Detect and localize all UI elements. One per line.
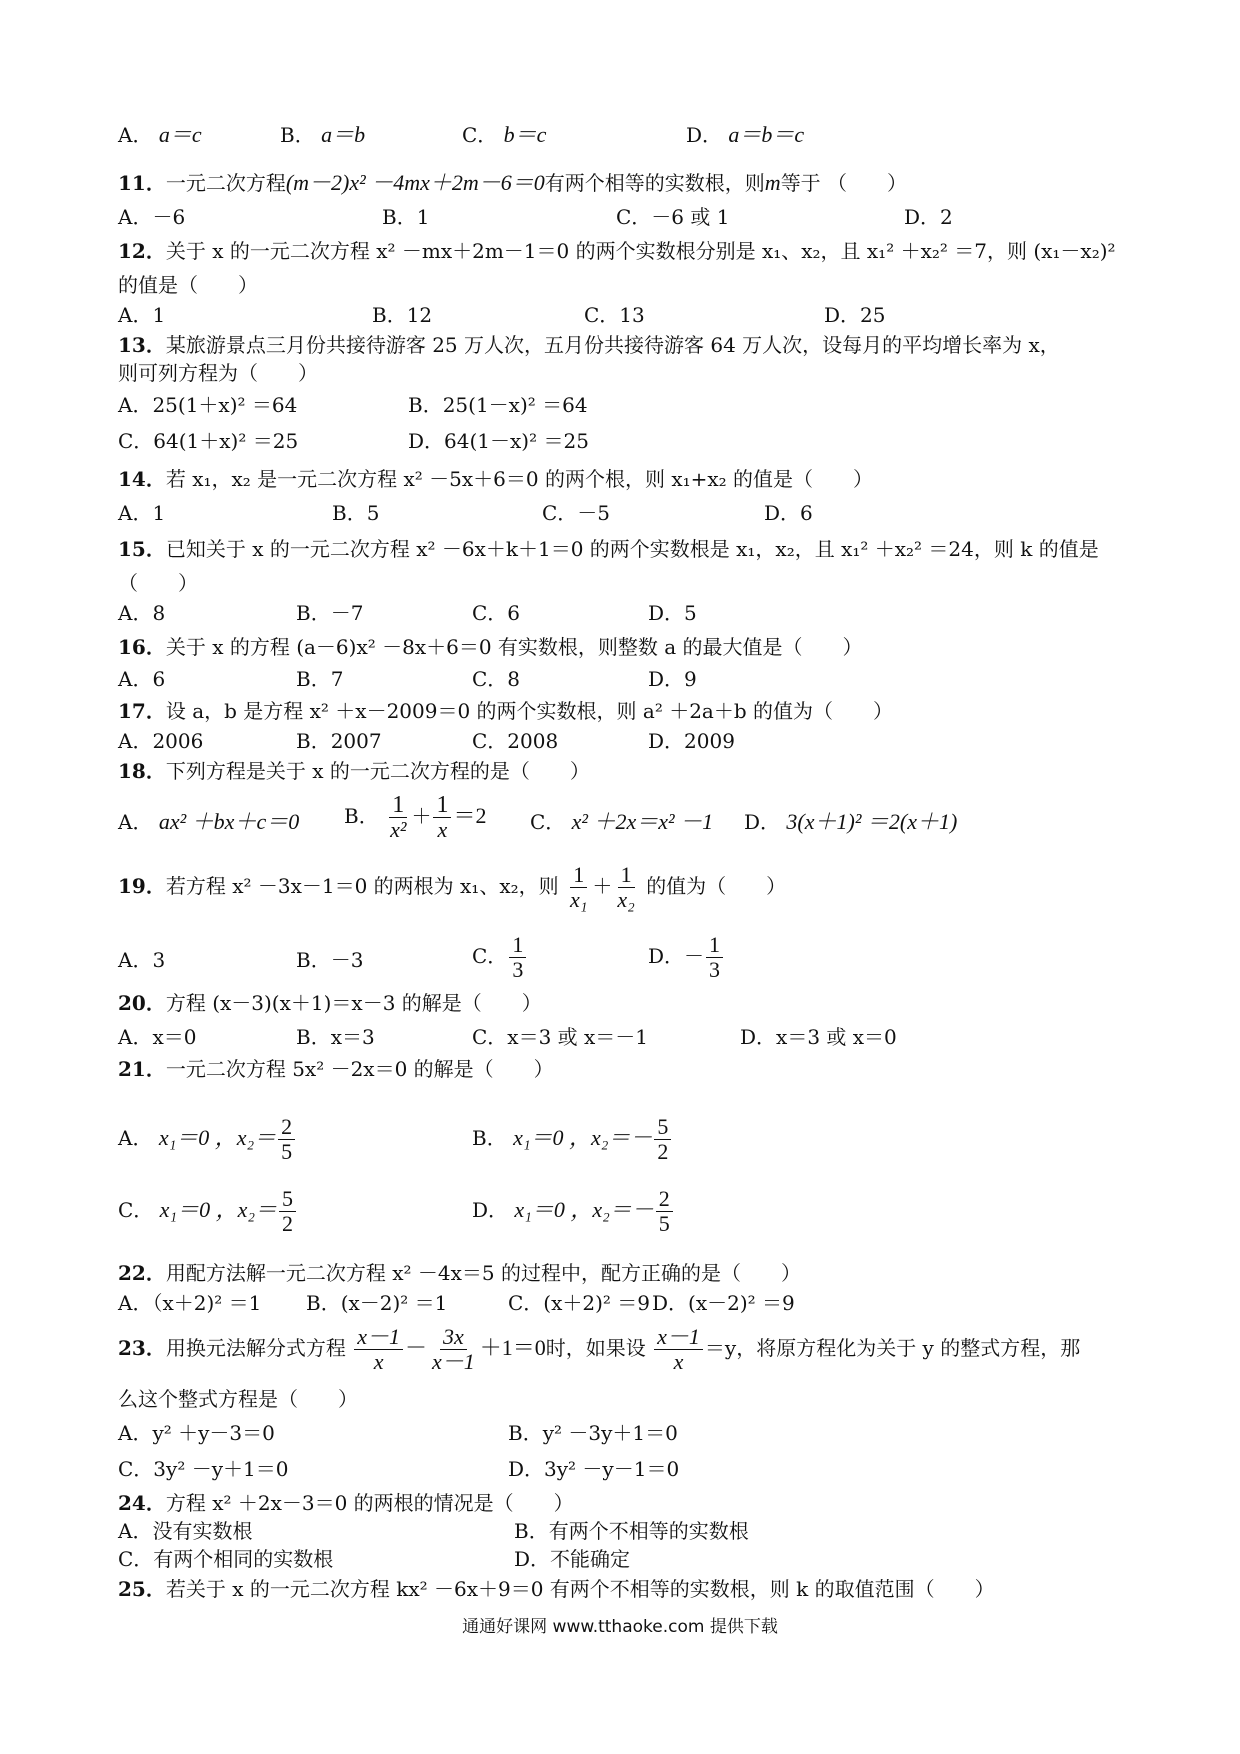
q23-option-d: D．3y² －y－1＝0: [508, 1457, 680, 1481]
q12-stem-cont: 的值是（ ）: [118, 273, 258, 297]
q15-option-b: B．－7: [296, 601, 364, 625]
q23-stem-cont: 么这个整式方程是（ ）: [118, 1387, 358, 1411]
q21-option-c: C． x₁＝0 ，x₂＝ $\frac{5}{2}$: [118, 1180, 298, 1240]
q18-option-c: C． x² ＋2x＝x² －1: [530, 809, 714, 834]
q21-option-b: B． x₁＝0 ，x₂＝－ $\frac{5}{2}$: [472, 1108, 673, 1168]
q10-option-d: D． a＝b＝c: [686, 122, 805, 147]
q18-stem: 18．下列方程是关于 x 的一元二次方程的是（ ）: [118, 759, 590, 783]
q14-option-d: D．6: [764, 501, 813, 525]
q19-fraction-2: $\frac{1}{\text{x₂}}$: [617, 862, 635, 912]
q21-option-d: D． x₁＝0 ，x₂＝－ $\frac{2}{5}$: [472, 1180, 675, 1240]
q11-option-d: D．2: [904, 205, 953, 229]
q23-fraction-1: $\frac{x-1}{x}$: [354, 1325, 403, 1374]
q17-option-a: A．2006: [118, 729, 204, 753]
q16-stem: 16．关于 x 的方程 (a－6)x² －8x＋6＝0 有实数根，则整数 a 的最大值是（ ）: [118, 635, 863, 659]
page-footer: 通通好课网 www.tthaoke.com 提供下载: [462, 1617, 778, 1637]
q16-option-a: A．6: [118, 667, 166, 691]
q17-option-b: B．2007: [296, 729, 382, 753]
q13-option-d: D．64(1－x)² ＝25: [408, 429, 589, 453]
q11-option-a: A．－6: [118, 205, 186, 229]
q10-option-c: C． b＝c: [462, 122, 547, 147]
q22-option-c: C．(x＋2)² ＝9: [508, 1291, 651, 1315]
q23-fraction-2: $\frac{3x}{x-1}$: [431, 1324, 475, 1374]
q19-c-fraction: $\frac{1}{3}$: [509, 933, 526, 982]
q24-option-a: A．没有实数根: [118, 1519, 253, 1543]
q13-option-b: B．25(1－x)² ＝64: [408, 393, 588, 417]
q12-option-c: C．13: [584, 303, 645, 327]
q14-stem: 14．若 x₁，x₂ 是一元二次方程 x² －5x＋6＝0 的两个根，则 x₁+x₂ 的值是（ ）: [118, 467, 874, 491]
q13-stem: 13．某旅游景点三月份共接待游客 25 万人次，五月份共接待游客 64 万人次，设每月的平均增长率为 x，: [118, 333, 1060, 357]
q15-stem-cont: （ ）: [118, 571, 198, 595]
q19-d-fraction: $\frac{1}{3}$: [706, 933, 723, 982]
q20-stem: 20．方程 (x－3)(x＋1)＝x－3 的解是（ ）: [118, 991, 542, 1015]
q10-option-b: B． a＝b: [280, 122, 366, 147]
q24-option-c: C．有两个相同的实数根: [118, 1547, 334, 1571]
q19-option-d: D．－ $\frac{1}{3}$: [648, 926, 725, 986]
q24-stem: 24．方程 x² ＋2x－3＝0 的两根的情况是（ ）: [118, 1491, 574, 1515]
q19-option-a: A．3: [118, 948, 166, 972]
q21-stem: 21．一元二次方程 5x² －2x＝0 的解是（ ）: [118, 1057, 554, 1081]
q20-option-c: C．x＝3 或 x＝－1: [472, 1025, 649, 1049]
q17-option-c: C．2008: [472, 729, 559, 753]
q18-b-fraction-1: $\frac{1}{\text{x²}}$: [390, 792, 407, 842]
q18-option-b: B． $\frac{1}{\text{x²}}$ ＋ $\frac{1}{x}$ ＝2: [344, 792, 487, 842]
q21-d-fraction: $\frac{2}{5}$: [656, 1187, 673, 1236]
q23-option-b: B．y² －3y＋1＝0: [508, 1421, 678, 1445]
q12-option-b: B．12: [372, 303, 433, 327]
q12-stem: 12．关于 x 的一元二次方程 x² －mx＋2m－1＝0 的两个实数根分别是 x₁、x₂，且 x₁² ＋x₂² ＝7，则 (x₁－x₂)²: [118, 239, 1116, 263]
q15-stem: 15．已知关于 x 的一元二次方程 x² －6x＋k＋1＝0 的两个实数根是 x₁，x₂，且 x₁² ＋x₂² ＝24，则 k 的值是: [118, 537, 1099, 561]
q23-option-a: A．y² ＋y－3＝0: [118, 1421, 275, 1445]
q21-b-fraction: $\frac{5}{2}$: [654, 1115, 671, 1164]
q12-option-d: D．25: [824, 303, 886, 327]
q15-option-d: D．5: [648, 601, 697, 625]
q21-option-a: A． x₁＝0 ，x₂＝ $\frac{2}{5}$: [118, 1108, 297, 1168]
q15-option-a: A．8: [118, 601, 166, 625]
q14-option-b: B．5: [332, 501, 380, 525]
q15-option-c: C．6: [472, 601, 521, 625]
q20-option-d: D．x＝3 或 x＝0: [740, 1025, 897, 1049]
q11-option-c: C．－6 或 1: [616, 205, 730, 229]
q13-option-a: A．25(1＋x)² ＝64: [118, 393, 298, 417]
q16-option-b: B．7: [296, 667, 344, 691]
q21-a-fraction: $\frac{2}{5}$: [278, 1115, 295, 1164]
q10-option-a: A． a＝c: [118, 122, 202, 147]
q23-fraction-3: $\frac{x-1}{x}$: [654, 1325, 703, 1374]
q11-option-b: B．1: [382, 205, 430, 229]
q23-stem: 23．用换元法解分式方程 $\frac{x-1}{x}$ － $\frac{3x}{x-1}$ ＋1＝0时，如果设 $\frac{x-1}{x}$ ＝y，将原方程化为关于 y 的整式方程，那: [118, 1324, 1081, 1374]
q18-b-fraction-2: $\frac{1}{x}$: [433, 793, 451, 842]
q22-stem: 22．用配方法解一元二次方程 x² －4x＝5 的过程中，配方正确的是（ ）: [118, 1261, 801, 1285]
q12-option-a: A．1: [118, 303, 166, 327]
q17-option-d: D．2009: [648, 729, 735, 753]
q19-option-b: B．－3: [296, 948, 364, 972]
q13-option-c: C．64(1＋x)² ＝25: [118, 429, 299, 453]
q25-stem: 25．若关于 x 的一元二次方程 kx² －6x＋9＝0 有两个不相等的实数根，则 k 的取值范围（ ）: [118, 1577, 995, 1601]
q22-option-a: A．（x＋2)² ＝1: [118, 1291, 262, 1315]
q24-option-b: B．有两个不相等的实数根: [514, 1519, 749, 1543]
q24-option-d: D．不能确定: [514, 1547, 631, 1571]
q11-stem: 11．一元二次方程(m－2)x² －4mx＋2m－6＝0有两个相等的实数根，则m等于 （ ）: [118, 170, 908, 195]
q22-option-d: D．(x－2)² ＝9: [652, 1291, 795, 1315]
q16-option-d: D．9: [648, 667, 697, 691]
q14-option-c: C．－5: [542, 501, 611, 525]
q20-option-b: B．x＝3: [296, 1025, 375, 1049]
q22-option-b: B．(x－2)² ＝1: [306, 1291, 448, 1315]
q23-option-c: C．3y² －y＋1＝0: [118, 1457, 289, 1481]
q16-option-c: C．8: [472, 667, 521, 691]
q19-fraction-1: $\frac{1}{\text{x₁}}$: [569, 862, 588, 912]
q19-stem: 19．若方程 x² －3x－1＝0 的两根为 x₁、x₂，则 $\frac{1}{\text{x₁}}$ ＋ $\frac{1}{\text{x₂}}$ 的值为（ ）: [118, 862, 787, 912]
q21-c-fraction: $\frac{5}{2}$: [279, 1187, 296, 1236]
q13-stem-cont: 则可列方程为（ ）: [118, 361, 318, 385]
q14-option-a: A．1: [118, 501, 166, 525]
q19-option-c: C． $\frac{1}{3}$: [472, 926, 528, 986]
q18-option-a: A． ax² ＋bx＋c＝0: [118, 809, 300, 834]
q17-stem: 17．设 a，b 是方程 x² ＋x－2009＝0 的两个实数根，则 a² ＋2a＋b 的值为（ ）: [118, 699, 894, 723]
q20-option-a: A．x＝0: [118, 1025, 197, 1049]
q18-option-d: D． 3(x＋1)² ＝2(x＋1): [744, 809, 958, 834]
